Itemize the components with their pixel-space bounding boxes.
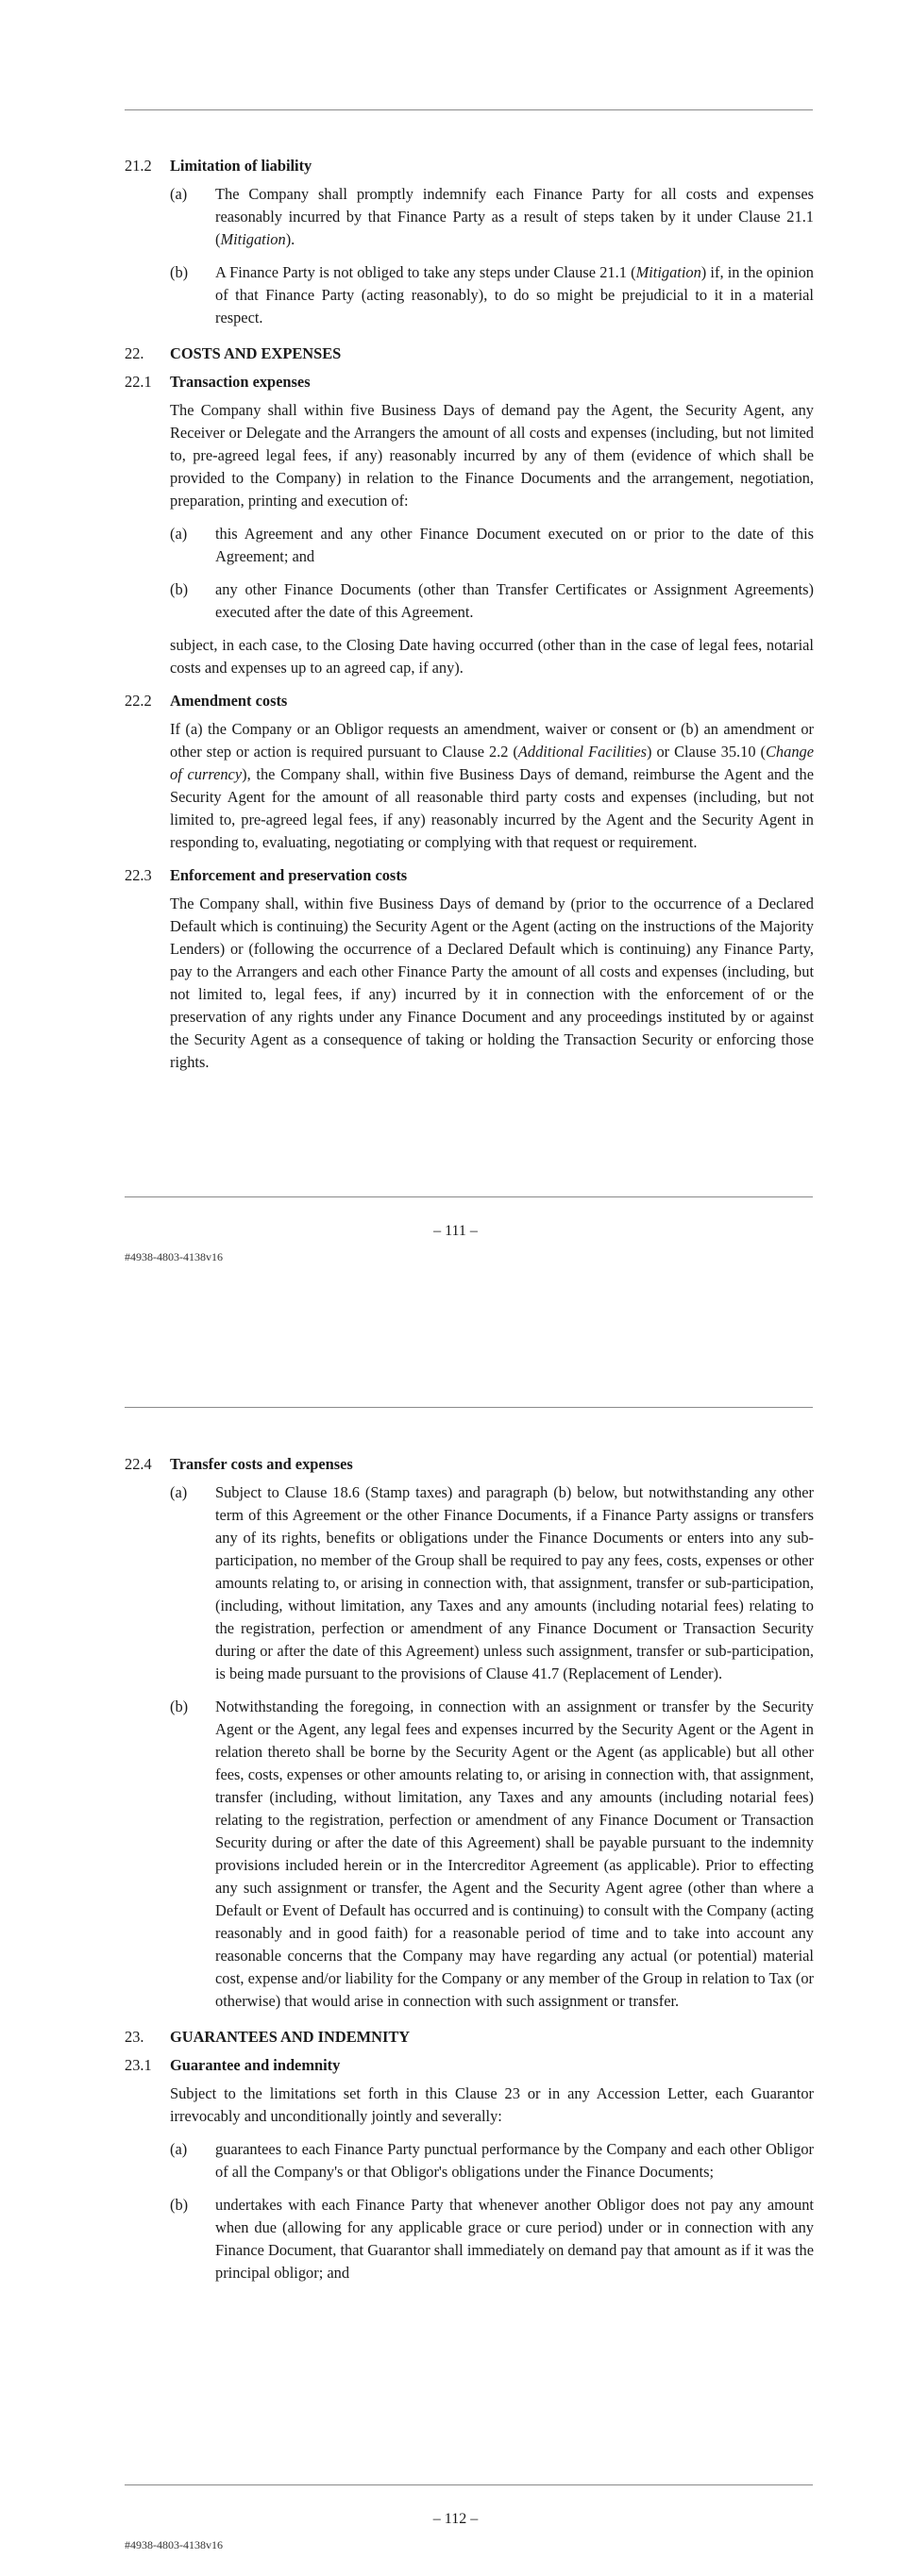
footer-rule xyxy=(125,1196,813,1197)
page-number: – 112 – xyxy=(432,2511,479,2527)
clause-22-heading xyxy=(125,343,814,365)
item-text: undertakes with each Finance Party that whenever another Obligor does not pay any amount when due (allowing for any applicable grace or cure period) under or in connection with any Finance Document, that Guarantor shall immediately on demand pay that amount as if it was the principal obligor; and xyxy=(215,2196,814,2282)
clause-title: Enforcement and preservation costs xyxy=(170,866,408,884)
page-112 xyxy=(0,1288,911,2576)
item-text: guarantees to each Finance Party punctual performance by the Company and each other Obligor of all the Company's or that Obligor's obligations under the Finance Documents; xyxy=(215,2140,814,2181)
item-text: Subject to Clause 18.6 (Stamp taxes) and paragraph (b) below, but notwithstanding any other term of this Agreement or the other Finance Documents, if a Finance Party assigns or transfers any of its rights, benefits or obligations under the Finance Documents or enters into any sub-participation, no member of the Group shall be required to pay any fees, costs, expenses or other amounts relating to, or arising in connection with, that assignment, transfer or sub-participation, (including, without limitation, any Taxes and any amounts (including notarial fees) relating to the registration, perfection or amendment of any Finance Document or Transaction Security during or after the date of this Agreement) unless such assignment, transfer or sub-participation, is being made pursuant to the provisions of Clause 41.7 (Replacement of Lender). xyxy=(215,1483,814,1682)
item-text: Notwithstanding the foregoing, in connection with an assignment or transfer by the Security Agent or the Agent, any legal fees and expenses incurred by the Security Agent or the Agent in relation thereto shall be borne by the Security Agent or the Agent (as applicable) but all other fees, costs, expenses or other amounts relating to, or arising in connection with, that assignment, transfer (including, without limitation, any Taxes and any amounts (including notarial fees) relating to the registration, perfection or amendment of any Finance Document or Transaction Security during or after the date of this Agreement) shall be payable pursuant to the indemnity provisions included herein or in the Intercreditor Agreement (as applicable). Prior to effecting any such assignment or transfer, the Agent and the Security Agent agree (other than where a Default or Event of Default has occurred and is continuing) to consult with the Company (acting reasonably and in good faith) for a reasonable period of time and to take into account any reasonable concerns that the Company may have regarding any actual (or potential) material cost, expense and/or liability for the Company or any member of the Group in relation to Tax (or otherwise) that would arise in connection with such assignment or transfer. xyxy=(215,1698,814,2010)
list-item xyxy=(170,1481,814,1685)
clause-number: 22.3 xyxy=(125,866,152,884)
paragraph: subject, in each case, to the Closing Date having occurred (other than in the case of legal fees, notarial costs and expenses up to an agreed cap, if any). xyxy=(170,636,814,677)
item-label: (b) xyxy=(170,580,189,598)
clause-title: Amendment costs xyxy=(170,692,288,710)
clause-22-1-heading xyxy=(125,371,814,393)
list-item xyxy=(170,261,814,329)
clause-number: 22.2 xyxy=(125,692,152,710)
list-item xyxy=(170,523,814,568)
page-number: – 111 – xyxy=(433,1223,478,1239)
item-label: (a) xyxy=(170,2140,188,2158)
clause-21-2-heading xyxy=(125,155,814,177)
item-text: The Company shall promptly indemnify each Finance Party for all costs and expenses reasonably incurred by that Finance Party as a result of steps taken by it under Clause 21.1 (Mitigation). xyxy=(215,185,814,248)
document-reference: #4938-4803-4138v16 xyxy=(125,2538,223,2551)
clause-title: Transfer costs and expenses xyxy=(170,1455,353,1473)
clause-number: 22.1 xyxy=(125,373,152,391)
list-item xyxy=(170,1696,814,2013)
paragraph: The Company shall within five Business Days of demand pay the Agent, the Security Agent, any Receiver or Delegate and the Arrangers the amount of all costs and expenses (including, but not limited to, pre-agreed legal fees, if any) reasonably incurred by any of them (evidence of which shall be provided to the Company) in relation to the Finance Documents and the arrangement, negotiation, preparation, printing and execution of: xyxy=(170,401,814,510)
header-rule xyxy=(125,1407,813,1408)
item-label: (a) xyxy=(170,525,188,543)
clause-number: 22.4 xyxy=(125,1455,152,1473)
list-item xyxy=(170,183,814,251)
page-111-content xyxy=(125,155,814,1074)
paragraph: The Company shall, within five Business Days of demand by (prior to the occurrence of a Declared Default which is continuing) the Security Agent or the Agent (acting on the instructions of the Majority Lenders) or (following the occurrence of a Declared Default which is continuing) any Finance Party, pay to the Arrangers and each other Finance Party the amount of all costs and expenses (including, but not limited to, legal fees, if any) incurred by it in connection with the enforcement of or the preservation of any rights under any Finance Document and any proceedings instituted by or against the Security Agent as a consequence of taking or holding the Transaction Security or enforcing those rights. xyxy=(170,895,814,1071)
clause-22-3-heading xyxy=(125,864,814,887)
clause-title: Guarantee and indemnity xyxy=(170,2056,341,2074)
document-reference: #4938-4803-4138v16 xyxy=(125,1250,223,1263)
clause-title: COSTS AND EXPENSES xyxy=(170,344,342,362)
item-label: (a) xyxy=(170,185,188,203)
list-item xyxy=(170,578,814,624)
item-text: A Finance Party is not obliged to take any steps under Clause 21.1 (Mitigation) if, in the opinion of that Finance Party (acting reasonably), to do so might be prejudicial to it in a material respect. xyxy=(215,263,814,326)
item-label: (b) xyxy=(170,263,189,281)
header-rule xyxy=(125,109,813,110)
clause-title: GUARANTEES AND INDEMNITY xyxy=(170,2028,411,2046)
item-text: this Agreement and any other Finance Document executed on or prior to the date of this Agreement; and xyxy=(215,525,814,565)
clause-22-4-heading xyxy=(125,1453,814,1476)
clause-22-2-heading xyxy=(125,690,814,712)
list-item xyxy=(170,2194,814,2284)
clause-number: 21.2 xyxy=(125,157,152,175)
clause-title: Transaction expenses xyxy=(170,373,311,391)
page-112-content xyxy=(125,1453,814,2284)
list-item xyxy=(170,2138,814,2183)
clause-23-1-heading xyxy=(125,2054,814,2077)
clause-23-heading xyxy=(125,2026,814,2049)
footer-rule xyxy=(125,2484,813,2485)
item-label: (b) xyxy=(170,1698,189,1715)
paragraph: If (a) the Company or an Obligor requests an amendment, waiver or consent or (b) an amendment or other step or action is required pursuant to Clause 2.2 (Additional Facilities) or Clause 35.10 (Change of currency), the Company shall, within five Business Days of demand, reimburse the Agent and the Security Agent for the amount of all reasonable third party costs and expenses (including, but not limited to, pre-agreed legal fees, if any) reasonably incurred by the Agent and the Security Agent in responding to, evaluating, negotiating or complying with that request or requirement. xyxy=(170,720,814,851)
clause-number: 23.1 xyxy=(125,2056,152,2074)
item-label: (a) xyxy=(170,1483,188,1501)
clause-number: 22. xyxy=(125,344,144,362)
clause-number: 23. xyxy=(125,2028,144,2046)
clause-title: Limitation of liability xyxy=(170,157,312,175)
item-text: any other Finance Documents (other than Transfer Certificates or Assignment Agreements) executed after the date of this Agreement. xyxy=(215,580,814,621)
item-label: (b) xyxy=(170,2196,189,2214)
paragraph: Subject to the limitations set forth in this Clause 23 or in any Accession Letter, each Guarantor irrevocably and unconditionally jointly and severally: xyxy=(170,2084,814,2125)
